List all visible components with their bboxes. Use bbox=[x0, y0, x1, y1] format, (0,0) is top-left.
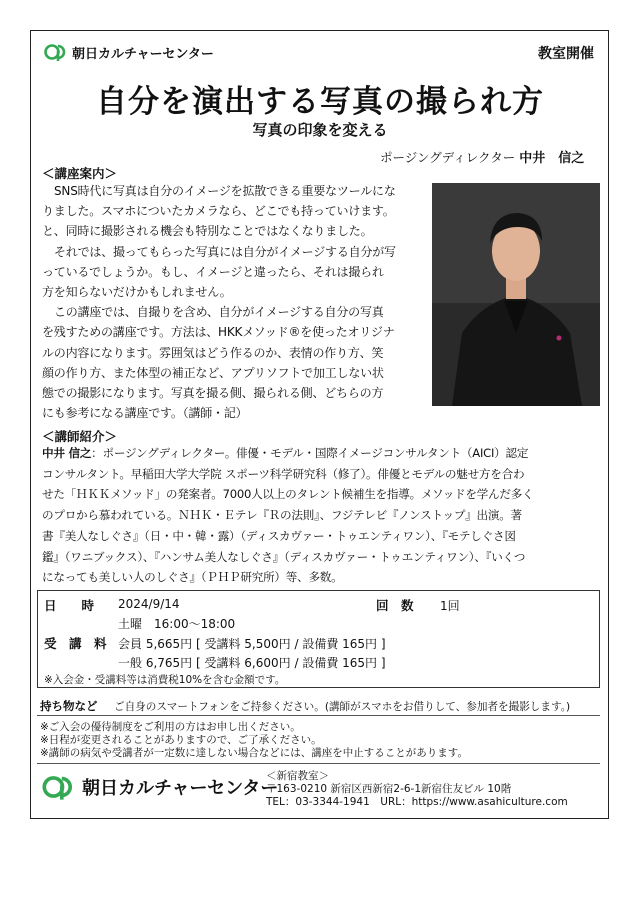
header-logo bbox=[44, 42, 214, 62]
divider bbox=[37, 715, 600, 716]
course-intro-body bbox=[42, 181, 427, 423]
time-value: 土曜 16:00〜18:00 bbox=[118, 617, 236, 631]
intro-line: りました。スマホについたカメラなら、どこでも持っていけます。 bbox=[42, 204, 395, 219]
intro-line: と、同時に撮影される機会も特別なことではなくなりました。 bbox=[42, 224, 373, 239]
date-value: 2024/9/14 bbox=[118, 597, 180, 611]
general-fee: 一般 6,765円 [ 受講料 6,600円 / 設備費 165円 ] bbox=[118, 656, 386, 670]
divider bbox=[37, 763, 600, 764]
tax-note: ※入会金・受講料等は消費税10%を含む金額です。 bbox=[44, 674, 286, 686]
asahi-culture-logo-icon bbox=[42, 773, 76, 801]
intro-line: 態での撮影になります。写真を撮る側、撮られる側、どちらの方 bbox=[42, 386, 384, 401]
footer-logo-text: 朝日カルチャーセンター bbox=[82, 778, 279, 799]
footer-logo bbox=[42, 773, 278, 801]
header-logo-text: 朝日カルチャーセンター bbox=[72, 46, 214, 62]
course-intro-heading: ＜講座案内＞ bbox=[42, 166, 118, 181]
date-label: 日 時 bbox=[44, 598, 95, 613]
page-title: 自分を演出する写真の撮られ方 bbox=[96, 84, 544, 120]
instructor-photo bbox=[432, 183, 600, 406]
bio-line: 書『美人なしぐさ』（日・中・韓・露）（ディスカヴァー・トゥエンティワン）、『モテしぐさ図 bbox=[42, 528, 516, 543]
footer-address: 〒163-0210 新宿区西新宿2-6-1新宿住友ビル 10階 bbox=[266, 783, 512, 795]
sessions-label: 回 数 bbox=[376, 598, 414, 613]
footer-venue: ＜新宿教室＞ bbox=[266, 770, 329, 782]
fee-label: 受 講 料 bbox=[44, 636, 107, 651]
bio-line: 鑑』（ワニブックス）、『ハンサム美人なしぐさ』（ディスカヴァー・トゥエンティワン）、『いくつ bbox=[42, 549, 526, 564]
belongings-text: ご自身のスマートフォンをご持参ください。(講師がスマホをお借りして、参加者を撮影します。) bbox=[114, 701, 571, 713]
bio-name: 中井 信之 bbox=[42, 446, 92, 460]
footer-contact[interactable]: TEL：03-3344-1941 URL：https://www.asahiculture.com bbox=[266, 796, 568, 808]
intro-line: 顔の作り方、また体型の補正など、アプリソフトで加工しない状 bbox=[42, 365, 384, 380]
intro-line: 方を知らないだけかもしれません。 bbox=[42, 285, 232, 300]
intro-line: にも参考になる講座です。（講師・記） bbox=[42, 406, 248, 421]
instructor-name: 中井 信之 bbox=[519, 151, 585, 166]
note-item: ※日程が変更されることがありますので、ご了承ください。 bbox=[40, 734, 322, 746]
member-fee: 会員 5,665円 [ 受講料 5,500円 / 設備費 165円 ] bbox=[118, 637, 386, 651]
asahi-culture-logo-icon bbox=[44, 42, 68, 62]
note-item: ※講師の病気や受講者が一定数に達しない場合などには、講座を中止することがあります。 bbox=[40, 747, 468, 759]
bio-line: せた「ＨＫＫメソッド」の発案者。7000人以上のタレント候補生を指導。メソッドを学んだ多く bbox=[42, 487, 534, 502]
intro-line: ルの内容になります。雰囲気はどう作るのか、表情の作り方、笑 bbox=[42, 345, 384, 360]
instructor-intro-heading: ＜講師紹介＞ bbox=[42, 429, 118, 444]
bio-line: のプロから慕われている。ＮＨＫ・Ｅテレ『Ｒの法則』、フジテレビ『ノンストップ』出演。著 bbox=[42, 508, 522, 523]
page-subtitle: 写真の印象を変える bbox=[252, 121, 388, 139]
intro-line: を残すための講座です。方法は、HKKメソッド®を使ったオリジナ bbox=[42, 325, 395, 340]
intro-line: この講座では、自撮りを含め、自分がイメージする自分の写真 bbox=[54, 305, 384, 320]
badge-classroom: 教室開催 bbox=[538, 46, 594, 62]
instructor-title: ポージングディレクター bbox=[380, 150, 516, 165]
instructor-line bbox=[380, 147, 584, 166]
instructor-intro-body bbox=[42, 443, 602, 588]
note-item: ※ご入会の優待制度をご利用の方はお申し出ください。 bbox=[40, 721, 301, 733]
belongings-label: 持ち物など bbox=[40, 699, 98, 713]
bio-line: 中井 信之：ポージングディレクター。俳優・モデル・国際イメージコンサルタント（AICI）認定 bbox=[42, 446, 529, 460]
intro-line: っているでしょうか。もし、イメージと違ったら、それは撮られ bbox=[42, 264, 384, 279]
intro-line: SNS時代に写真は自分のイメージを拡散できる重要なツールにな bbox=[54, 184, 396, 198]
bio-line: コンサルタント。早稲田大学大学院 スポーツ科学研究科（修了）。俳優とモデルの魅せ方を合わ bbox=[42, 466, 525, 481]
bio-line: になっても美しい人のしぐさ』（ＰＨＰ研究所）等、多数。 bbox=[42, 570, 343, 585]
intro-line: それでは、撮ってもらった写真には自分がイメージする自分が写 bbox=[54, 244, 396, 259]
sessions-value: 1回 bbox=[440, 599, 460, 613]
